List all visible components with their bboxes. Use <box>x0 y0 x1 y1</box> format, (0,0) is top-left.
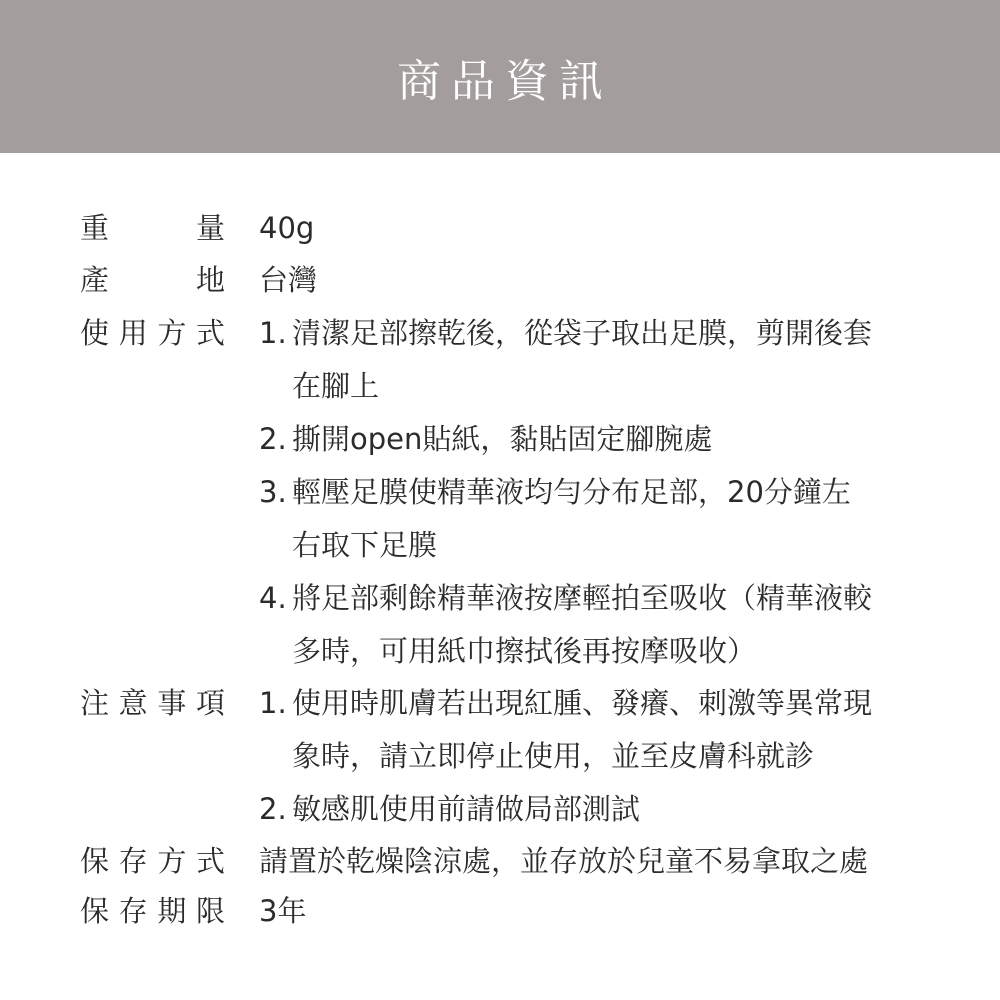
weight-row <box>80 208 940 248</box>
shelf-life-row <box>80 891 940 931</box>
notes-item-1-number: 1. <box>259 686 287 720</box>
usage-label-row <box>80 313 225 353</box>
notes-label: 注 意 事 項 <box>80 686 225 720</box>
usage-item-3-number: 3. <box>259 475 287 509</box>
usage-item-4-line-1: 將足部剩餘精華液按摩輕拍至吸收（精華液較 <box>292 581 873 615</box>
origin-row <box>80 260 940 300</box>
notes-label-row <box>80 683 225 723</box>
origin-value: 台灣 <box>259 263 318 297</box>
usage-item-3-line-2: 右取下足膜 <box>292 528 438 562</box>
page-title: 商品資訊 <box>397 55 613 107</box>
usage-item-4-line-2: 多時，可用紙巾擦拭後再按摩吸收） <box>292 634 757 668</box>
storage-value: 請置於乾燥陰涼處，並存放於兒童不易拿取之處 <box>259 844 869 878</box>
origin-label: 產 地 <box>80 263 225 297</box>
header-banner <box>0 0 1000 153</box>
usage-item-2-line-1: 撕開open貼紙，黏貼固定腳腕處 <box>292 422 713 456</box>
shelf-life-value: 3年 <box>259 894 307 928</box>
notes-item-1-line-2: 象時，請立即停止使用，並至皮膚科就診 <box>292 739 815 773</box>
usage-item-1-number: 1. <box>259 316 287 350</box>
usage-item-4-number: 4. <box>259 581 287 615</box>
notes-item-1-line-1: 使用時肌膚若出現紅腫、發癢、刺激等異常現 <box>292 686 873 720</box>
shelf-life-label: 保 存 期 限 <box>80 894 225 928</box>
storage-row <box>80 841 940 881</box>
usage-item-1-line-1: 清潔足部擦乾後，從袋子取出足膜，剪開後套 <box>292 316 873 350</box>
weight-value: 40g <box>259 211 315 245</box>
weight-label: 重 量 <box>80 211 225 245</box>
notes-item-2-line-1: 敏感肌使用前請做局部測試 <box>292 792 641 826</box>
storage-label: 保 存 方 式 <box>80 844 225 878</box>
usage-item-2-number: 2. <box>259 422 287 456</box>
usage-label: 使 用 方 式 <box>80 316 225 350</box>
usage-item-1-line-2: 在腳上 <box>292 369 380 403</box>
usage-item-3-line-1: 輕壓足膜使精華液均勻分布足部，20分鐘左 <box>292 475 851 509</box>
notes-item-2-number: 2. <box>259 792 287 826</box>
